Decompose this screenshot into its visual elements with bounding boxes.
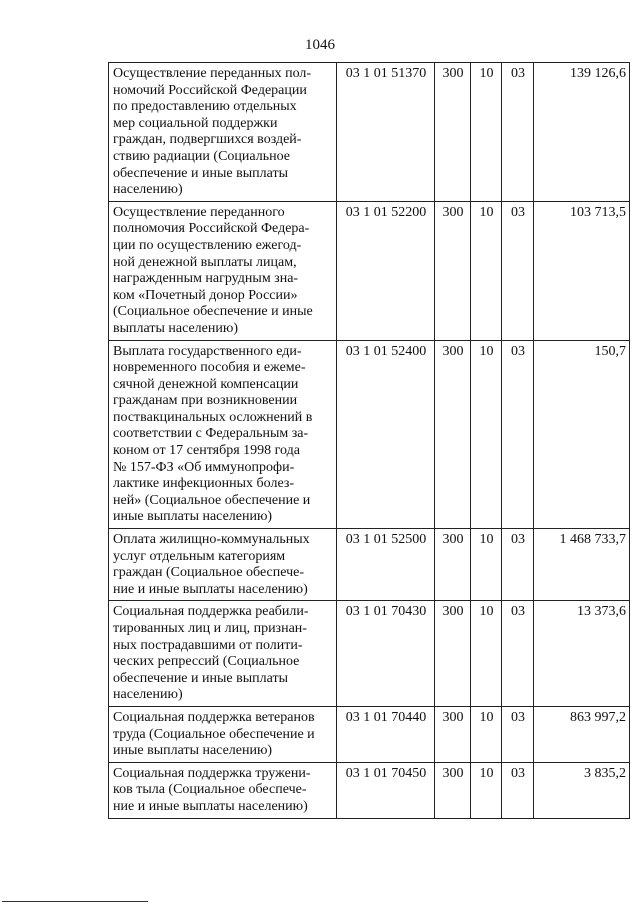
cell-target-code: 03 1 01 70450	[337, 762, 435, 818]
table-row	[109, 529, 630, 601]
budget-table-body	[109, 63, 630, 819]
cell-amount: 150,7	[534, 340, 630, 529]
table-row	[109, 601, 630, 707]
cell-description: Социальная поддержка тружени- ков тыла (Социальное обеспече- ние и иные выплаты населению)	[109, 762, 337, 818]
table-row	[109, 63, 630, 202]
cell-description: Социальная поддержка ветеранов труда (Социальное обеспечение и иные выплаты населению)	[109, 706, 337, 762]
cell-amount: 139 126,6	[534, 63, 630, 202]
cell-subsection: 03	[502, 63, 534, 202]
cell-section: 10	[471, 706, 502, 762]
cell-subsection: 03	[502, 529, 534, 601]
cell-target-code: 03 1 01 70430	[337, 601, 435, 707]
table-row	[109, 762, 630, 818]
cell-expense-type: 300	[435, 762, 471, 818]
cell-expense-type: 300	[435, 529, 471, 601]
cell-section: 10	[471, 63, 502, 202]
cell-amount: 863 997,2	[534, 706, 630, 762]
footnote-rule	[2, 901, 148, 902]
table-row	[109, 201, 630, 340]
cell-amount: 13 373,6	[534, 601, 630, 707]
cell-subsection: 03	[502, 706, 534, 762]
table-row	[109, 340, 630, 529]
cell-target-code: 03 1 01 52500	[337, 529, 435, 601]
budget-table	[108, 62, 630, 819]
cell-expense-type: 300	[435, 706, 471, 762]
cell-section: 10	[471, 762, 502, 818]
cell-amount: 1 468 733,7	[534, 529, 630, 601]
cell-subsection: 03	[502, 601, 534, 707]
cell-section: 10	[471, 201, 502, 340]
cell-target-code: 03 1 01 70440	[337, 706, 435, 762]
table-row	[109, 706, 630, 762]
cell-description: Выплата государственного еди- новременного пособия и ежеме- сячной денежной компенсации гражданам при возникновении поствакцинальных осложнений в соответствии с Федеральным за- коном от 17 сентября 1998 года № 157-ФЗ «Об иммунопрофи- лактике инфекционных болез- ней» (Социальное обеспечение и иные выплаты населению)	[109, 340, 337, 529]
cell-section: 10	[471, 529, 502, 601]
cell-description: Оплата жилищно-коммунальных услуг отдельным категориям граждан (Социальное обеспече- ние и иные выплаты населению)	[109, 529, 337, 601]
cell-description: Осуществление переданного полномочия Российской Федера- ции по осуществлению ежегод- ной денежной выплаты лицам, награжденным нагрудным зна- ком «Почетный донор России» (Социальное обеспечение и иные выплаты населению)	[109, 201, 337, 340]
cell-target-code: 03 1 01 52400	[337, 340, 435, 529]
cell-expense-type: 300	[435, 63, 471, 202]
cell-expense-type: 300	[435, 601, 471, 707]
cell-subsection: 03	[502, 762, 534, 818]
cell-expense-type: 300	[435, 340, 471, 529]
cell-subsection: 03	[502, 340, 534, 529]
cell-section: 10	[471, 601, 502, 707]
cell-target-code: 03 1 01 51370	[337, 63, 435, 202]
cell-target-code: 03 1 01 52200	[337, 201, 435, 340]
cell-amount: 3 835,2	[534, 762, 630, 818]
cell-section: 10	[471, 340, 502, 529]
cell-expense-type: 300	[435, 201, 471, 340]
cell-amount: 103 713,5	[534, 201, 630, 340]
cell-description: Социальная поддержка реабили- тированных лиц и лиц, признан- ных пострадавшими от полити- ческих репрессий (Социальное обеспечение и иные выплаты населению)	[109, 601, 337, 707]
page-number: 1046	[305, 37, 335, 53]
cell-description: Осуществление переданных пол- номочий Российской Федерации по предоставлению отдельных мер социальной поддержки граждан, подвергшихся воздей- ствию радиации (Социальное обеспечение и иные выплаты населению)	[109, 63, 337, 202]
cell-subsection: 03	[502, 201, 534, 340]
